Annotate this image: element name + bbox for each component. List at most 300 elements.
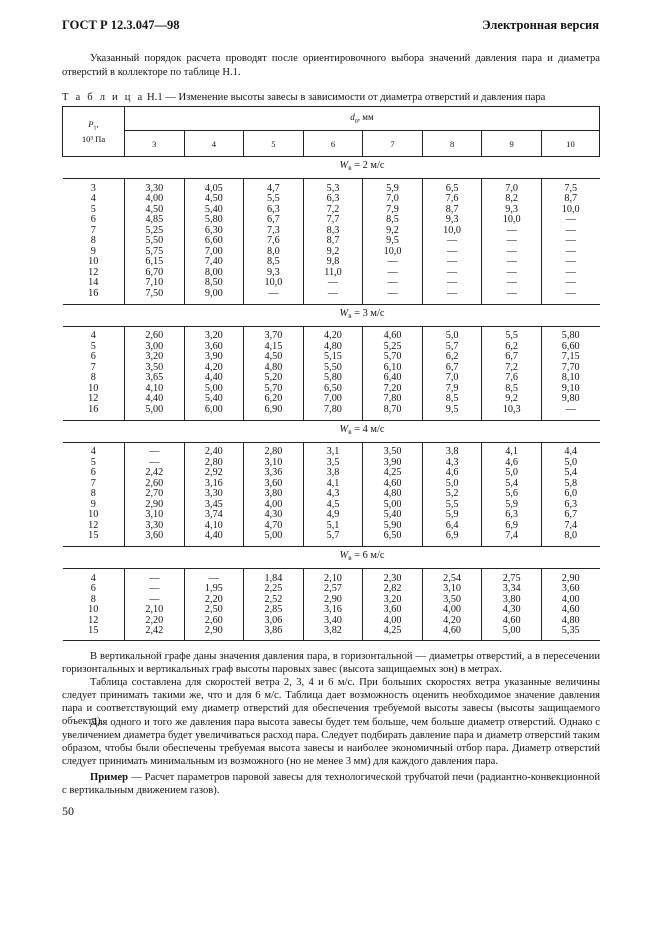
height-cell: 5,5	[422, 500, 482, 511]
height-cell: 7,6	[422, 194, 482, 205]
height-cell: 7,15	[541, 352, 599, 363]
height-cell: 9,5	[422, 405, 482, 416]
pressure-cell: 10	[63, 605, 125, 616]
table-row	[63, 373, 600, 384]
height-cell: 9,2	[303, 247, 363, 258]
height-cell: 4,15	[244, 342, 304, 353]
paragraph-2: Таблица составлена для скоростей ветра 2, 3, 4 и 6 м/с. При больших скоростях ветра указанные величины следует принимать такими же, что и для 6 м/с. Таблица дает возможность оценить необходимое значение давления пара и соответствующий ему диаметр отверстий для обеспечения требуемой высоты завесы (высоты защищаемого объекта).	[62, 677, 600, 727]
height-cell: —	[363, 289, 423, 300]
pressure-cell: 6	[63, 352, 125, 363]
height-cell: 5,3	[303, 184, 363, 195]
height-cell: 7,4	[541, 521, 599, 532]
table-row	[63, 489, 600, 500]
height-cell: 3,20	[363, 595, 423, 606]
table-row	[63, 278, 600, 289]
height-cell: 3,8	[303, 468, 363, 479]
height-cell: 8,7	[541, 194, 599, 205]
pressure-cell: 15	[63, 531, 125, 542]
pressure-cell: 7	[63, 226, 125, 237]
table-row	[63, 257, 600, 268]
height-cell: —	[125, 447, 185, 458]
height-cell: 3,06	[244, 616, 304, 627]
height-cell: 7,20	[363, 384, 423, 395]
height-cell: 3,90	[184, 352, 244, 363]
height-cell: 4,60	[422, 626, 482, 637]
pressure-header-symbol: $P_1$,	[88, 119, 99, 132]
diameter-column-8: 8	[422, 131, 482, 157]
example-paragraph	[62, 771, 600, 797]
height-cell: —	[363, 278, 423, 289]
table-row	[63, 510, 600, 521]
height-cell: 7,80	[363, 394, 423, 405]
height-cell: 4,6	[422, 468, 482, 479]
height-cell: 3,36	[244, 468, 304, 479]
height-cell: 5,00	[184, 384, 244, 395]
height-cell: 2,20	[184, 595, 244, 606]
height-cell: 7,6	[482, 373, 542, 384]
height-cell: 2,75	[482, 574, 542, 585]
height-cell: 7,3	[244, 226, 304, 237]
height-cell: 4,60	[363, 479, 423, 490]
height-cell: —	[303, 289, 363, 300]
height-cell: 7,40	[184, 257, 244, 268]
height-cell: 3,30	[125, 184, 185, 195]
pressure-cell: 12	[63, 394, 125, 405]
height-cell: 10,0	[422, 226, 482, 237]
pressure-cell: 8	[63, 373, 125, 384]
height-cell: 2,80	[244, 447, 304, 458]
height-cell: 6,30	[184, 226, 244, 237]
height-cell: 9,8	[303, 257, 363, 268]
wind-speed-section-header: $W_в = 2$ м/с	[63, 157, 600, 179]
height-cell: 5,00	[363, 500, 423, 511]
height-cell: 4,50	[184, 194, 244, 205]
height-cell: 4,20	[303, 331, 363, 342]
height-cell: 5,25	[363, 342, 423, 353]
height-cell: 7,9	[363, 205, 423, 216]
height-cell: 3,86	[244, 626, 304, 637]
table-row	[63, 405, 600, 416]
diameter-column-3: 3	[125, 131, 185, 157]
height-cell: 6,3	[541, 500, 599, 511]
height-cell: 4,10	[184, 521, 244, 532]
height-cell: 8,5	[363, 215, 423, 226]
height-cell: 6,20	[244, 394, 304, 405]
pressure-cell: 8	[63, 489, 125, 500]
height-cell: 5,8	[541, 479, 599, 490]
height-cell: 4,3	[422, 458, 482, 469]
pressure-cell: 12	[63, 521, 125, 532]
height-cell: 3,34	[482, 584, 542, 595]
height-cell: —	[184, 574, 244, 585]
pressure-cell: 10	[63, 257, 125, 268]
height-cell: —	[541, 226, 599, 237]
height-cell: 3,30	[125, 521, 185, 532]
height-cell: 5,5	[482, 331, 542, 342]
pressure-header	[63, 107, 125, 157]
height-cell: 3,65	[125, 373, 185, 384]
height-cell: 3,10	[125, 510, 185, 521]
height-cell: 6,9	[482, 521, 542, 532]
height-cell: 5,20	[244, 373, 304, 384]
height-cell: 4,25	[363, 468, 423, 479]
example-label: Пример	[90, 772, 129, 783]
pressure-cell: 10	[63, 510, 125, 521]
height-cell: 6,50	[303, 384, 363, 395]
height-cell: 6,00	[184, 405, 244, 416]
height-cell: —	[422, 247, 482, 258]
edition-label: Электронная версия	[482, 18, 599, 32]
height-cell: 8,5	[482, 384, 542, 395]
height-cell: 3,20	[184, 331, 244, 342]
height-cell: 5,50	[303, 363, 363, 374]
pressure-cell: 6	[63, 468, 125, 479]
height-cell: 6,9	[422, 531, 482, 542]
height-cell: —	[422, 268, 482, 279]
height-cell: 9,10	[541, 384, 599, 395]
height-cell: 3,70	[244, 331, 304, 342]
pressure-cell: 5	[63, 205, 125, 216]
height-cell: 7,0	[363, 194, 423, 205]
height-cell: 2,92	[184, 468, 244, 479]
height-cell: 4,6	[482, 458, 542, 469]
height-cell: 7,00	[184, 247, 244, 258]
height-cell: 2,60	[125, 331, 185, 342]
height-cell: 5,0	[422, 331, 482, 342]
height-cell: —	[541, 236, 599, 247]
height-cell: 5,40	[363, 510, 423, 521]
table-row	[63, 605, 600, 616]
height-cell: 3,1	[303, 447, 363, 458]
height-cell: 4,20	[422, 616, 482, 627]
height-cell: —	[541, 215, 599, 226]
height-cell: 6,5	[422, 184, 482, 195]
pressure-header-unit: 10³ Па	[81, 133, 106, 144]
height-cell: 9,3	[482, 205, 542, 216]
height-cell: 9,80	[541, 394, 599, 405]
height-cell: 3,80	[244, 489, 304, 500]
height-cell: 6,7	[244, 215, 304, 226]
height-cell: 5,7	[303, 531, 363, 542]
height-cell: 6,2	[482, 342, 542, 353]
height-cell: —	[125, 584, 185, 595]
height-cell: 3,16	[184, 479, 244, 490]
height-cell: —	[482, 226, 542, 237]
height-cell: 3,50	[363, 447, 423, 458]
paragraph-3: Для одного и того же давления пара высота завесы будет тем больше, чем больше диаметр отверстий. Однако с увеличением диаметра будет увеличиваться расход пара. Следует подбирать давление пара и диаметр отверстий таким образом, чтобы были обеспечены требуемая высота завесы и наиболее экономичный отбор пара. Диаметр отверстий следует принимать минимальным из возможного (но не менее 3 мм) для каждого давления пара.	[62, 717, 600, 767]
pressure-cell: 4	[63, 331, 125, 342]
height-cell: 5,00	[482, 626, 542, 637]
height-cell: 6,60	[541, 342, 599, 353]
height-cell: 8,00	[184, 268, 244, 279]
height-cell: 2,10	[125, 605, 185, 616]
height-cell: 10,0	[363, 247, 423, 258]
height-cell: 4,40	[184, 531, 244, 542]
table-row	[63, 236, 600, 247]
table-row	[63, 352, 600, 363]
height-cell: —	[363, 268, 423, 279]
height-cell: 1,84	[244, 574, 304, 585]
height-cell: 4,00	[541, 595, 599, 606]
height-cell: —	[303, 278, 363, 289]
height-cell: —	[422, 257, 482, 268]
height-cell: 4,40	[184, 373, 244, 384]
height-cell: 3,16	[303, 605, 363, 616]
height-cell: 5,6	[482, 489, 542, 500]
pressure-cell: 12	[63, 268, 125, 279]
height-cell: 5,90	[363, 521, 423, 532]
height-cell: 5,0	[422, 479, 482, 490]
example-text: — Расчет параметров паровой завесы для технологической трубчатой печи (радиантно-конвекционной с вертикальным движением газов).	[62, 772, 600, 796]
pressure-cell: 5	[63, 458, 125, 469]
height-cell: —	[482, 236, 542, 247]
height-cell: —	[422, 236, 482, 247]
height-cell: 7,50	[125, 289, 185, 300]
height-cell: 6,3	[303, 194, 363, 205]
height-cell: —	[422, 289, 482, 300]
height-cell: 2,20	[125, 616, 185, 627]
height-cell: 9,2	[482, 394, 542, 405]
height-cell: 2,42	[125, 626, 185, 637]
height-cell: 10,0	[244, 278, 304, 289]
height-cell: 2,42	[125, 468, 185, 479]
height-cell: 7,00	[303, 394, 363, 405]
pressure-cell: 12	[63, 616, 125, 627]
height-cell: 3,20	[125, 352, 185, 363]
height-cell: 3,60	[184, 342, 244, 353]
height-cell: 6,50	[363, 531, 423, 542]
height-cell: 4,30	[244, 510, 304, 521]
height-cell: 9,2	[363, 226, 423, 237]
diameter-column-4: 4	[184, 131, 244, 157]
height-cell: 6,40	[363, 373, 423, 384]
height-cell: 2,50	[184, 605, 244, 616]
diameter-column-10: 10	[541, 131, 599, 157]
height-cell: 2,82	[363, 584, 423, 595]
height-cell: 8,7	[303, 236, 363, 247]
height-cell: 3,50	[422, 595, 482, 606]
diameter-column-7: 7	[363, 131, 423, 157]
height-cell: 2,30	[363, 574, 423, 585]
height-cell: 4,05	[184, 184, 244, 195]
pressure-cell: 8	[63, 595, 125, 606]
height-cell: 4,00	[125, 194, 185, 205]
diameter-column-9: 9	[482, 131, 542, 157]
height-cell: 9,3	[244, 268, 304, 279]
diameter-header: $d_0$, мм	[125, 107, 600, 131]
height-cell: 2,70	[125, 489, 185, 500]
height-cell: 6,4	[422, 521, 482, 532]
height-cell: —	[541, 289, 599, 300]
height-cell: 4,80	[363, 489, 423, 500]
height-cell: 8,5	[244, 257, 304, 268]
height-cell: 6,7	[541, 510, 599, 521]
height-cell: —	[363, 257, 423, 268]
height-cell: —	[482, 278, 542, 289]
height-cell: 4,9	[303, 510, 363, 521]
height-cell: 4,80	[244, 363, 304, 374]
pressure-cell: 6	[63, 584, 125, 595]
height-cell: 4,80	[303, 342, 363, 353]
pressure-cell: 7	[63, 363, 125, 374]
height-cell: 5,0	[541, 458, 599, 469]
height-cell: —	[541, 405, 599, 416]
height-cell: 5,4	[482, 479, 542, 490]
height-cell: 8,5	[422, 394, 482, 405]
height-cell: 4,50	[125, 205, 185, 216]
height-cell: 8,0	[244, 247, 304, 258]
height-cell: 8,10	[541, 373, 599, 384]
wind-speed-section-header: $W_в = 4$ м/с	[63, 420, 600, 442]
pressure-cell: 3	[63, 184, 125, 195]
paragraph-1: В вертикальной графе даны значения давления пара, в горизонтальной — диаметры отверстий, а в пересечении горизонтальных и вертикальных граф высоты паровых завес (высота защищаемых зон) в метрах.	[62, 651, 600, 675]
height-cell: 5,50	[125, 236, 185, 247]
intro-paragraph: Указанный порядок расчета проводят после ориентировочного выбора значений давления пара и диаметра отверстий в коллекторе по таблице Н.1.	[62, 53, 600, 78]
height-cell: 4,1	[482, 447, 542, 458]
height-cell: 9,5	[363, 236, 423, 247]
height-cell: 2,90	[125, 500, 185, 511]
height-cell: 4,80	[541, 616, 599, 627]
height-cell: 2,90	[541, 574, 599, 585]
height-cell: 2,85	[244, 605, 304, 616]
table-row	[63, 215, 600, 226]
height-cell: 6,15	[125, 257, 185, 268]
height-cell: 5,5	[244, 194, 304, 205]
height-cell: 2,60	[125, 479, 185, 490]
height-cell: 1,95	[184, 584, 244, 595]
page-number: 50	[62, 804, 74, 818]
height-cell: 8,70	[363, 405, 423, 416]
height-cell: —	[541, 257, 599, 268]
diameter-column-6: 6	[303, 131, 363, 157]
height-cell: —	[422, 278, 482, 289]
height-cell: —	[125, 595, 185, 606]
pressure-cell: 4	[63, 194, 125, 205]
table-row	[63, 531, 600, 542]
height-cell: 2,60	[184, 616, 244, 627]
height-cell: 8,3	[303, 226, 363, 237]
height-cell: 3,5	[303, 458, 363, 469]
height-cell: 7,7	[303, 215, 363, 226]
height-cell: 5,70	[244, 384, 304, 395]
height-cell: 8,50	[184, 278, 244, 289]
height-cell: 3,00	[125, 342, 185, 353]
height-cell: 2,10	[303, 574, 363, 585]
height-cell: 6,2	[422, 352, 482, 363]
height-cell: 4,60	[541, 605, 599, 616]
height-cell: 5,1	[303, 521, 363, 532]
table-row	[63, 626, 600, 637]
height-cell: 4,00	[363, 616, 423, 627]
wind-speed-section-header: $W_в = 3$ м/с	[63, 304, 600, 326]
height-cell: 3,30	[184, 489, 244, 500]
pressure-cell: 16	[63, 405, 125, 416]
height-cell: 4,60	[482, 616, 542, 627]
height-cell: 5,7	[422, 342, 482, 353]
height-cell: 6,3	[482, 510, 542, 521]
height-cell: 11,0	[303, 268, 363, 279]
height-cell: —	[482, 247, 542, 258]
height-cell: 5,2	[422, 489, 482, 500]
height-cell: 4,7	[244, 184, 304, 195]
height-cell: 3,10	[244, 458, 304, 469]
height-cell: 7,2	[303, 205, 363, 216]
height-cell: 4,20	[184, 363, 244, 374]
height-cell: —	[541, 247, 599, 258]
height-cell: 5,9	[363, 184, 423, 195]
height-cell: 4,5	[303, 500, 363, 511]
height-cell: 6,10	[363, 363, 423, 374]
height-cell: 2,80	[184, 458, 244, 469]
pressure-cell: 10	[63, 384, 125, 395]
height-cell: 8,2	[482, 194, 542, 205]
diameter-columns-row	[63, 131, 600, 157]
height-cell: 3,60	[244, 479, 304, 490]
height-cell: 4,1	[303, 479, 363, 490]
height-cell: 3,74	[184, 510, 244, 521]
height-cell: 10,0	[541, 205, 599, 216]
height-cell: 2,90	[184, 626, 244, 637]
standard-title: ГОСТ Р 12.3.047—98	[62, 18, 180, 32]
height-cell: 2,40	[184, 447, 244, 458]
table-caption	[62, 92, 545, 103]
height-cell: 3,82	[303, 626, 363, 637]
height-cell: 8,0	[541, 531, 599, 542]
pressure-cell: 5	[63, 342, 125, 353]
height-cell: 7,6	[244, 236, 304, 247]
height-cell: 3,40	[303, 616, 363, 627]
height-cell: 5,70	[363, 352, 423, 363]
height-cell: 7,5	[541, 184, 599, 195]
height-cell: 3,60	[125, 531, 185, 542]
height-cell: 10,3	[482, 405, 542, 416]
height-cell: 5,15	[303, 352, 363, 363]
table-row	[63, 331, 600, 342]
height-cell: 6,3	[244, 205, 304, 216]
height-cell: 5,80	[541, 331, 599, 342]
height-cell: 4,85	[125, 215, 185, 226]
height-cell: 2,25	[244, 584, 304, 595]
table-row	[63, 194, 600, 205]
height-cell: 7,0	[482, 184, 542, 195]
height-cell: 3,10	[422, 584, 482, 595]
pressure-cell: 9	[63, 500, 125, 511]
pressure-cell: 7	[63, 479, 125, 490]
height-cell: 6,70	[125, 268, 185, 279]
height-cell: 6,7	[422, 363, 482, 374]
height-cell: 6,0	[541, 489, 599, 500]
height-cell: 5,4	[541, 468, 599, 479]
height-cell: 4,00	[244, 500, 304, 511]
table-row	[63, 468, 600, 479]
height-cell: 7,0	[422, 373, 482, 384]
height-cell: 4,4	[541, 447, 599, 458]
wind-speed-section-header: $W_в = 6$ м/с	[63, 547, 600, 569]
height-cell: 5,00	[244, 531, 304, 542]
height-cell: 5,80	[184, 215, 244, 226]
height-cell: 4,00	[422, 605, 482, 616]
pressure-cell: 6	[63, 215, 125, 226]
height-cell: —	[482, 289, 542, 300]
height-cell: 7,2	[482, 363, 542, 374]
height-cell: 7,80	[303, 405, 363, 416]
height-cell: 5,00	[125, 405, 185, 416]
height-cell: 5,40	[184, 205, 244, 216]
pressure-cell: 4	[63, 574, 125, 585]
height-cell: 4,70	[244, 521, 304, 532]
height-cell: 9,3	[422, 215, 482, 226]
table-row	[63, 584, 600, 595]
